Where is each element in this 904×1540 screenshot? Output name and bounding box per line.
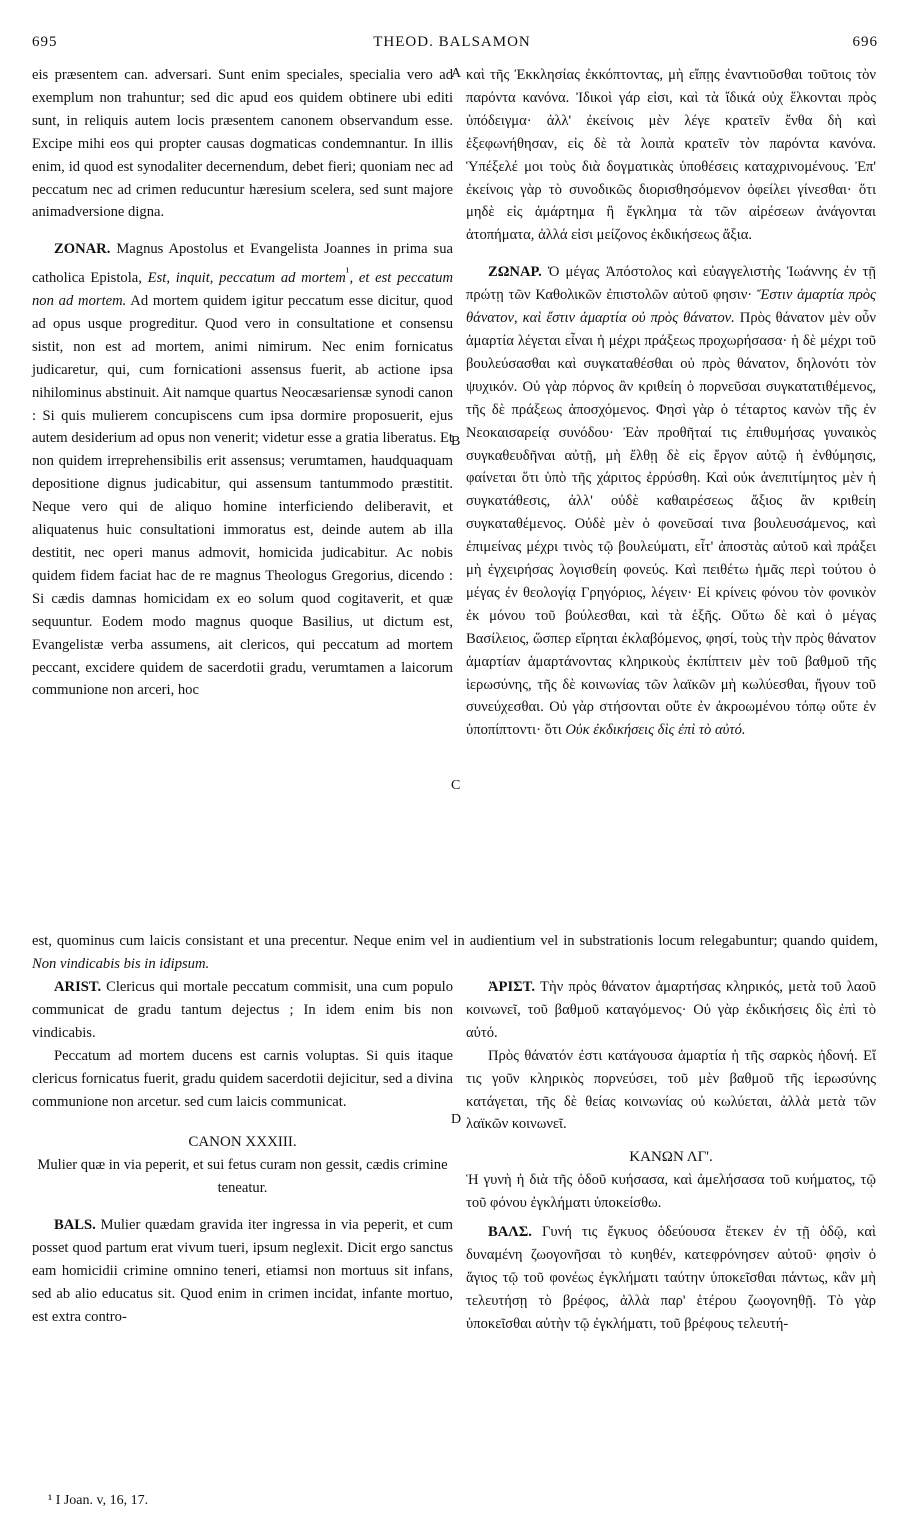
page-number-right: 696 [852,34,878,50]
latin-quote: Non vindicabis bis in idipsum. [32,955,210,972]
canon-text-latin: Mulier quæ in via peperit, et sui fetus curam non gessit, cædis crimine teneatur. [37,1157,448,1197]
latin-text: est, quominus cum laicis consistant et una precentur. Neque enim vel in audientium vel in substrationis locum relegabuntur; quando quidem, [32,933,878,949]
greek-column-top [466,64,876,742]
latin-quote: Est, inquit, peccatum ad mortem [147,270,346,287]
latin-text: Ad mortem quidem igitur peccatum esse dicitur, quod ad opus usque progreditur. Quod vero in consultatione et consensu sistit, non est ad mortem, animi nimirum. Nec enim fornicatus judicaretur, qui, cum fornicationi assensus fuerit, ab actione ipsa nihilominus abstinuit. Ait namque quartus Neocæsariensæ synodi canon : Si quis mulierem concupiscens cum ipsa dormire proposuerit, ejus autem desiderium ad opus non venerit; videtur esse a gratia liberatus. Et non quidem irreprehensibilis erit assensus; verumtamen, haudquaquam depositione dignus judicabitur, qui assensum tantummodo præstitit. Neque vero qui de aliquo homine interficiendo deliberavit, et aliquatenus huic consultationi immoratus est, deinde autem ab illa destitit, nec operi manus admovit, homicida judicabitur. Ac nobis quidem fidem faciat hac de re magnus Theologus Gregorius, dicendo : Si cædis damnas homicidam ex eo solum quod cogitaverit, et quæ sequuntur. Eodem modo magnus quoque Basilius, ut dictum est, Evangelistæ verba assumens, ait clericos, qui peccatum ad mortem peccant, excidere quidem de sacerdotii gradu, verumtamen a laicorum communione non arceri, hoc [32,293,453,699]
author-label: ZONAR. [54,241,111,258]
latin-text: Mulier quædam gravida iter ingressa in via peperit, et cum posset quod partum erat vivum tueri, ipsum neglexit. Dicit ergo sanctus eam homicidii crimine omnino teneri, etiamsi non mortuus sit infans, sed ab alio educatus sit. Quod enim in crimen incidat, infante mortuo, est extra contro- [32,1217,453,1325]
greek-text: Τὴν πρὸς θάνατον ἁμαρτήσας κληρικός, μετὰ τοῦ λαοῦ κοινωνεῖ, τοῦ βαθμοῦ καταγόμενος· Οὐ γὰρ ἐκδικήσεις δὶς ἐπὶ τὸ αὐτό. [466,979,876,1041]
greek-text: Ὁ μέγας Ἀπόστολος καὶ εὐαγγελιστὴς Ἰωάννης ἐν τῇ πρώτῃ τῶν Καθολικῶν ἐπιστολῶν αὐτοῦ φησιν· [466,264,876,304]
margin-mark-b: B [451,434,461,449]
author-label: BALS. [54,1217,96,1234]
latin-zonaras-paragraph [32,238,453,702]
greek-aristenus-paragraph [466,976,876,1045]
greek-quote: Ἔστιν ἁμαρτία πρὸς θάνατον, καὶ ἔστιν ἁμαρτία οὐ πρὸς θάνατον. [466,287,876,327]
canon-title-latin: CANON XXXIII. [188,1134,297,1151]
author-label: ἈΡΙΣΤ. [488,979,535,995]
greek-column-bottom [466,976,876,1336]
margin-mark-d: D [451,1112,462,1127]
margin-mark-a: A [451,66,462,81]
latin-aristenus-paragraph [32,976,453,1045]
latin-text: Magnus Apostolus et Evangelista Joannes in prima sua catholica Epistola, [32,241,453,287]
latin-column-bottom [32,976,453,1329]
latin-balsamon-paragraph [32,1214,453,1329]
running-head: THEOD. BALSAMON [373,34,531,50]
latin-paragraph: Peccatum ad mortem ducens est carnis voluptas. Si quis itaque clericus fornicatus fuerit, gradu quidem sacerdotii dejicitur, sed a divina communione non arcetur. sed cum laicis communicat. [32,1047,453,1110]
latin-text: Clericus qui mortale peccatum commisit, una cum populo communicat de gradu tantum dejectus ; In idem enim bis non vindicabis. [32,979,453,1041]
greek-text: Πρὸς θάνατον μὲν οὖν ἁμαρτία λέγεται εἶναι ἡ μέχρι πράξεως προχωρήσασα· ἡ δὲ μέχρι τοῦ βουλεύσασθαι καὶ συγκαταθέσθαι οὐ πρὸς θάνατον, δηλονότι τὸν ψυχικόν. Οὐ γὰρ πόρνος ἂν κριθείη ὁ πορνεῦσαι συγκατατιθέμενος, τῆς δὲ πράξεως ἀποσχόμενος. Φησὶ γὰρ ὁ τέταρτος κανὼν τῆς ἐν Νεοκαισαρείᾳ συνόδου· Ἐὰν προθῆταί τις ἐπιθυμήσας γυναικὸς συγκαθευδῆναι αὐτῇ, μὴ ἔλθῃ δὲ εἰς ἔργον αὐτῷ ἡ ἐνθύμησις, φαίνεται ὅτι ὑπὸ τῆς χάριτος ἐρρύσθη. Καὶ οὐκ ἀνεπιτίμητος μὲν ἡ συγκατάθεσις, ἀλλ' οὐδὲ καθαιρέσεως ἄξιος ἂν κριθείη συγκαταθέμενος. Οὐδὲ μὲν ὁ φονεῦσαί τινα βουλευσάμενος, καὶ ἐπιμείνας μέχρι τινὸς τῷ βουλεύματι, εἶτ' ἀποστὰς αὐτοῦ καὶ πράξει μὴ ἐγχειρήσας λογισθείη φονεύς. Καὶ πειθέτω ἡμᾶς περὶ τούτου ὁ μέγας ἐν θεολογίᾳ Γρηγόριος, λέγειν· Εἰ κρίνεις φόνου τὸν φονικὸν ἐκ μόνου τοῦ βούλεσθαι, καὶ τὰ ἑξῆς. Οὕτω δὲ καὶ ὁ μέγας Βασίλειος, ὥσπερ εἴρηται ἐκλαβόμενος, φησί, τοὺς τὴν πρὸς θάνατον ἁμαρτίαν ἁμαρτάνοντας κληρικοὺς ἐκπίπτειν μὲν τοῦ βαθμοῦ τῆς ἱερωσύνης, τῆς δὲ κοινωνίας τῶν λαϊκῶν μὴ κωλύεσθαι, ἤγουν τοῦ συνεύχεσθαι. Οὐ γὰρ στήσονται οὔτε ἐν ἀκροωμένου τόπῳ οὔτε ἐν ὑποπίπτοντι· ὅτι [466,310,876,739]
greek-balsamon-paragraph [466,1221,876,1336]
author-label: ΒΑΛΣ. [488,1224,532,1241]
author-label: ΖΩΝΑΡ. [488,264,542,281]
spanning-lines [32,930,878,976]
footnote: ¹ I Joan. v, 16, 17. [48,1493,149,1508]
latin-paragraph: eis præsentem can. adversari. Sunt enim speciales, specialia vero ad exemplum non trahuntur; sed dic apud eos quidem obtinere ubi editi sunt, in reliquis autem locis præsentem canonem observandum esse. Excipe mihi eos qui propter causas dogmaticas condemnantur. In illis enim, id quod est synodaliter decernendum, debet fieri; quoniam nec ad peccatum nec ad crimen reducuntur hæresium scelera, sed sunt majore animadversione digna. [32,67,453,221]
greek-paragraph: Πρὸς θάνατόν ἐστι κατάγουσα ἁμαρτία ἡ τῆς σαρκὸς ἡδονή. Εἴ τις γοῦν κληρικὸς πορνεύσει, τοῦ μὲν βαθμοῦ τῆς ἱερωσύνης κατάγεται, τῆς δὲ θείας κοινωνίας οὐ κωλύεται, ἀλλὰ μετὰ τῶν λαϊκῶν κοινωνεῖ. [466,1047,876,1133]
greek-quote: Οὐκ ἐκδικήσεις δὶς ἐπὶ τὸ αὐτό. [565,722,746,739]
greek-paragraph: καὶ τῆς Ἐκκλησίας ἐκκόπτοντας, μὴ εἴπῃς ἐναντιοῦσθαι τοῦτοις τὸν παρόντα κανόνα. Ἰδικοὶ γάρ εἰσι, καὶ τὰ ἴδικά οὐχ ἕλκονται πρὸς ὑπόδειγμα· ἀλλ' ἐκείνοις μὲν λέγε κρατεῖν ἔνθα δὴ καὶ ἐξεφωνήθησαν, εἰς δὲ τὰ λοιπὰ κρατεῖν τὸν παρόντα κανόνα. Ὑπέξελέ μοι τοὺς διὰ δογματικὰς ὑποθέσεις καταχρινομένους. Ἐπ' ἐκείνοις γὰρ τὸ συνοδικῶς διορισθησόμενον ὀφείλει γίνεσθαι· ὅτι μηδὲ εἰς ἁμάρτημα ἢ ἔγκλημα τὰ τῶν αἱρέσεων ἀνάγονται ἀτοπήματα, ἀλλά εἰσι μείζονος ἐκδικήσεως ἄξια. [466,67,876,244]
canon-text-greek: Ἡ γυνὴ ἡ διὰ τῆς ὁδοῦ κυήσασα, καὶ ἀμελήσασα τοῦ κυήματος, τῷ τοῦ φόνου ἐγκλήματι ὑποκείσθω. [466,1172,876,1212]
page-number-left: 695 [32,34,58,50]
greek-text: Γυνή τις ἔγκυος ὁδεύουσα ἔτεκεν ἐν τῇ ὁδῷ, καὶ δυναμένη ζωογονῆσαι τὸ κυηθέν, κατεφρόνησεν αὐτοῦ· φησὶν ὁ ἅγιος τῷ τοῦ φονέως ἐγκλήματι ταύτην ὑποκεῖσθαι πάντως, κἂν μὴ τελευτήσῃ τὸ βρέφος, ἀλλὰ παρ' ἑτέρου ζωογονηθῇ. Τὸ γὰρ ὑποκεῖσθαι αὐτὴν τῷ ἐγκλήματι, τοῦ βρέφους τελευτή- [466,1224,876,1332]
canon-title-greek: ΚΑΝΩΝ ΛΓ'. [629,1149,713,1166]
greek-zonaras-paragraph [466,261,876,742]
latin-quote: , et est peccatum non ad mortem. [32,270,453,310]
latin-column-top [32,64,453,702]
footnote-ref: ¹ [345,265,350,280]
margin-mark-c: C [451,778,461,793]
author-label: ARIST. [54,979,102,995]
